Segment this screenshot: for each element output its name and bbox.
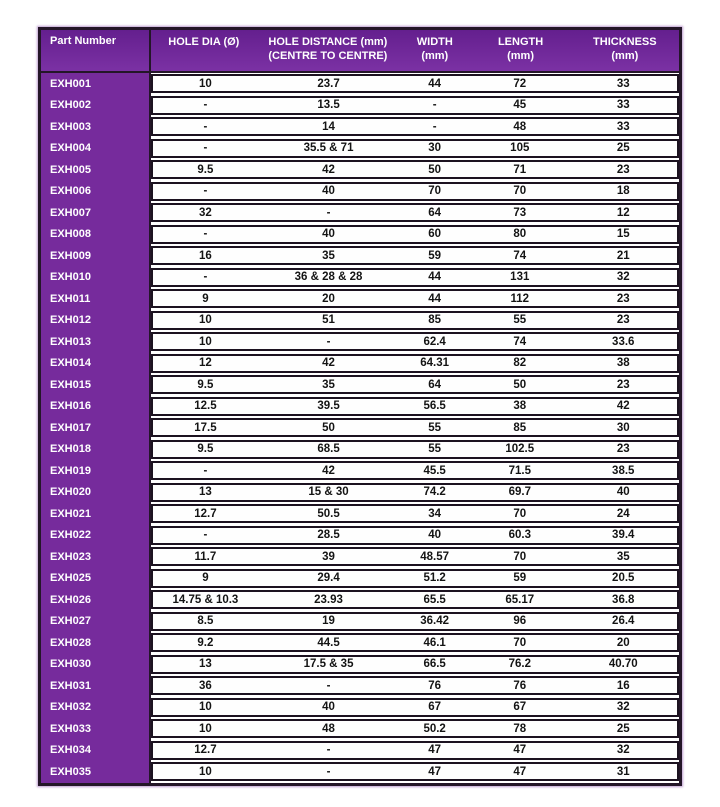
column-header-line2: (mm) — [611, 50, 639, 62]
part-number-cell: EXH014 — [41, 353, 151, 375]
value-cell-length: 72 — [513, 77, 527, 90]
row-values-bar — [151, 289, 679, 308]
value-cell-width: 45.5 — [423, 464, 446, 477]
part-number-cell: EXH005 — [41, 159, 151, 181]
part-number-cell: EXH008 — [41, 224, 151, 246]
part-number-cell: EXH001 — [41, 73, 151, 95]
value-cell-hole-distance: 13.5 — [317, 99, 340, 111]
value-cell-length: 48 — [513, 120, 527, 133]
part-number-cell: EXH010 — [41, 267, 151, 289]
value-cell-hole-distance: - — [326, 679, 331, 692]
row-values-bar — [151, 375, 679, 394]
value-cell-width: - — [432, 99, 437, 111]
value-cell-thickness: 23 — [616, 292, 630, 305]
row-values-bar — [151, 74, 679, 93]
value-cell-thickness: 23 — [616, 163, 630, 176]
value-cell-hole-distance: 40 — [322, 228, 335, 240]
table-row — [41, 761, 679, 783]
value-cell-hole-distance: 28.5 — [317, 529, 340, 541]
value-cell-hole-dia: 12 — [199, 357, 212, 369]
value-cell-hole-dia: 10 — [199, 722, 212, 735]
value-cell-hole-dia: 14.75 & 10.3 — [172, 593, 239, 606]
row-values-bar — [151, 719, 679, 738]
table-row — [41, 116, 679, 138]
row-values-bar — [151, 483, 679, 502]
row-values-bar — [151, 741, 679, 760]
value-cell-hole-dia: - — [203, 228, 208, 240]
value-cell-hole-distance: - — [326, 765, 331, 778]
table-row — [41, 374, 679, 396]
value-cell-width: 44 — [428, 292, 442, 305]
value-cell-hole-dia: - — [203, 185, 208, 197]
value-cell-hole-distance: 44.5 — [317, 636, 340, 649]
value-cell-thickness: 38.5 — [612, 464, 635, 477]
part-number-cell: EXH018 — [41, 439, 151, 461]
value-cell-hole-dia: 9 — [202, 292, 209, 305]
part-number-cell: EXH033 — [41, 718, 151, 740]
part-number-cell: EXH015 — [41, 374, 151, 396]
value-cell-thickness: 20 — [616, 636, 630, 649]
value-cell-width: 55 — [428, 421, 442, 434]
value-cell-hole-distance: 35 — [322, 249, 335, 262]
value-cell-width: 76 — [428, 679, 442, 692]
value-cell-hole-dia: 9 — [202, 572, 209, 584]
value-cell-width: 46.1 — [423, 636, 446, 649]
value-cell-hole-distance: 40 — [322, 701, 335, 713]
column-header-width — [399, 30, 470, 71]
value-cell-thickness: 33 — [616, 99, 630, 111]
value-cell-hole-dia: 10 — [199, 701, 212, 713]
row-values-bar — [151, 612, 679, 631]
value-cell-width: 44 — [428, 271, 442, 283]
value-cell-hole-dia: 10 — [199, 335, 212, 348]
row-values-bar — [151, 526, 679, 545]
value-cell-length: 45 — [513, 99, 527, 111]
value-cell-width: 30 — [428, 142, 442, 154]
row-values-bar — [151, 461, 679, 480]
value-cell-length: 47 — [513, 765, 527, 778]
value-cell-hole-distance: 29.4 — [317, 572, 340, 584]
value-cell-hole-dia: 12.7 — [194, 744, 217, 756]
value-cell-hole-distance: 23.7 — [317, 77, 340, 90]
value-cell-hole-dia: 10 — [199, 314, 212, 326]
row-values-bar — [151, 225, 679, 244]
value-cell-length: 38 — [513, 400, 527, 412]
column-header-part-number: Part Number — [41, 30, 151, 71]
value-cell-length: 112 — [510, 292, 530, 305]
value-cell-thickness: 15 — [616, 228, 630, 240]
table-row — [41, 503, 679, 525]
row-values-bar — [151, 268, 679, 287]
value-cell-thickness: 21 — [616, 249, 630, 262]
part-number-cell: EXH027 — [41, 611, 151, 633]
table-row — [41, 138, 679, 160]
part-number-cell: EXH009 — [41, 245, 151, 267]
value-cell-hole-dia: 9.5 — [197, 163, 214, 176]
value-cell-hole-distance: 50.5 — [317, 507, 340, 520]
value-cell-thickness: 39.4 — [612, 529, 635, 541]
part-number-cell: EXH020 — [41, 482, 151, 504]
value-cell-thickness: 12 — [616, 206, 630, 219]
value-cell-hole-dia: 11.7 — [194, 550, 217, 563]
part-number-cell: EXH002 — [41, 95, 151, 117]
value-cell-hole-distance: 23.93 — [314, 593, 343, 606]
row-values-bar — [151, 397, 679, 416]
value-cell-width: 50 — [428, 163, 442, 176]
value-cell-width: 59 — [428, 249, 442, 262]
value-cell-thickness: 40.70 — [608, 658, 638, 670]
value-cell-thickness: 20.5 — [612, 572, 635, 584]
value-cell-thickness: 33 — [616, 77, 630, 90]
value-cell-hole-distance: 19 — [322, 615, 335, 627]
table-row — [41, 396, 679, 418]
value-cell-thickness: 23 — [616, 378, 630, 391]
value-cell-width: 55 — [428, 443, 442, 455]
part-number-cell: EXH031 — [41, 675, 151, 697]
value-cell-hole-distance: - — [326, 335, 331, 348]
value-cell-hole-dia: 17.5 — [194, 421, 217, 434]
value-cell-thickness: 25 — [616, 142, 630, 154]
row-values-bar — [151, 547, 679, 566]
part-number-cell: EXH016 — [41, 396, 151, 418]
value-cell-hole-distance: 50 — [322, 421, 335, 434]
value-cell-hole-dia: 36 — [199, 679, 212, 692]
part-number-cell: EXH006 — [41, 181, 151, 203]
value-cell-hole-dia: 10 — [199, 765, 212, 778]
value-cell-hole-dia: - — [203, 120, 208, 133]
column-header-thickness — [571, 30, 679, 71]
value-cell-thickness: 23 — [616, 443, 630, 455]
value-cell-length: 71 — [513, 163, 527, 176]
header-data-columns — [151, 30, 679, 71]
value-cell-hole-distance: 17.5 & 35 — [303, 658, 354, 670]
part-number-cell: EXH022 — [41, 525, 151, 547]
value-cell-width: 50.2 — [423, 722, 446, 735]
value-cell-length: 76 — [513, 679, 527, 692]
value-cell-hole-dia: - — [203, 99, 208, 111]
row-values-bar — [151, 160, 679, 179]
value-cell-thickness: 26.4 — [612, 615, 635, 627]
part-number-cell: EXH028 — [41, 632, 151, 654]
row-values-bar — [151, 96, 679, 115]
table-row — [41, 568, 679, 590]
table-row — [41, 632, 679, 654]
value-cell-thickness: 18 — [616, 185, 630, 197]
value-cell-hole-dia: - — [203, 464, 208, 477]
value-cell-hole-dia: 13 — [199, 658, 212, 670]
part-number-cell: EXH035 — [41, 761, 151, 783]
table-row — [41, 267, 679, 289]
value-cell-hole-dia: - — [203, 529, 208, 541]
value-cell-thickness: 25 — [616, 722, 630, 735]
value-cell-length: 70 — [513, 550, 527, 563]
value-cell-length: 102.5 — [505, 443, 535, 455]
row-values-bar — [151, 440, 679, 459]
value-cell-length: 70 — [513, 507, 527, 520]
table-row — [41, 482, 679, 504]
row-values-bar — [151, 203, 679, 222]
value-cell-hole-distance: 39.5 — [317, 400, 340, 412]
value-cell-length: 105 — [510, 142, 530, 154]
value-cell-thickness: 35 — [616, 550, 630, 563]
value-cell-hole-distance: 20 — [322, 292, 335, 305]
column-header-line2: (mm) — [507, 50, 534, 62]
value-cell-hole-dia: 12.5 — [194, 400, 217, 412]
part-number-cell: EXH021 — [41, 503, 151, 525]
value-cell-length: 71.5 — [508, 464, 531, 477]
value-cell-length: 74 — [513, 249, 527, 262]
value-cell-hole-distance: - — [326, 206, 331, 219]
value-cell-hole-distance: 40 — [322, 185, 335, 197]
column-header-line2: (CENTRE TO CENTRE) — [268, 50, 388, 62]
value-cell-length: 60.3 — [508, 529, 531, 541]
row-values-bar — [151, 418, 679, 437]
row-values-bar — [151, 655, 679, 674]
value-cell-thickness: 33 — [616, 120, 630, 133]
part-number-cell: EXH007 — [41, 202, 151, 224]
table-header-row — [41, 30, 679, 73]
row-values-bar — [151, 139, 679, 158]
value-cell-thickness: 31 — [616, 765, 630, 778]
value-cell-width: 64 — [428, 378, 442, 391]
table-row — [41, 245, 679, 267]
row-values-bar — [151, 354, 679, 373]
value-cell-length: 67 — [513, 701, 527, 713]
value-cell-length: 69.7 — [508, 486, 531, 498]
parts-spec-table — [38, 27, 682, 786]
value-cell-width: - — [432, 120, 437, 133]
value-cell-width: 65.5 — [423, 593, 446, 606]
value-cell-hole-distance: 15 & 30 — [308, 486, 349, 498]
column-header-line1: HOLE DIA (Ø) — [168, 36, 240, 48]
table-row — [41, 159, 679, 181]
part-number-cell: EXH025 — [41, 568, 151, 590]
table-row — [41, 654, 679, 676]
value-cell-hole-dia: 8.5 — [197, 615, 214, 627]
value-cell-length: 73 — [513, 206, 527, 219]
part-number-cell: EXH019 — [41, 460, 151, 482]
column-header-line2: (mm) — [421, 50, 449, 62]
value-cell-hole-dia: - — [203, 271, 208, 283]
row-values-bar — [151, 311, 679, 330]
value-cell-hole-dia: 32 — [199, 206, 212, 219]
row-values-bar — [151, 332, 679, 351]
value-cell-width: 40 — [428, 529, 442, 541]
value-cell-length: 50 — [513, 378, 527, 391]
value-cell-length: 80 — [513, 228, 527, 240]
value-cell-length: 78 — [513, 722, 527, 735]
row-values-bar — [151, 633, 679, 652]
value-cell-width: 47 — [428, 744, 442, 756]
table-row — [41, 740, 679, 762]
row-values-bar — [151, 676, 679, 695]
row-values-bar — [151, 698, 679, 717]
value-cell-hole-distance: 42 — [322, 357, 335, 369]
value-cell-length: 47 — [513, 744, 527, 756]
value-cell-thickness: 40 — [616, 486, 630, 498]
value-cell-width: 62.4 — [423, 335, 446, 348]
table-row — [41, 611, 679, 633]
value-cell-hole-distance: 35 — [322, 378, 335, 391]
value-cell-hole-dia: 12.7 — [194, 507, 217, 520]
part-number-cell: EXH034 — [41, 740, 151, 762]
value-cell-length: 82 — [513, 357, 527, 369]
value-cell-hole-dia: 13 — [199, 486, 212, 498]
column-header-length — [470, 30, 570, 71]
value-cell-hole-distance: 36 & 28 & 28 — [294, 271, 363, 283]
table-row — [41, 439, 679, 461]
table-row — [41, 675, 679, 697]
value-cell-width: 47 — [428, 765, 442, 778]
value-cell-hole-distance: 51 — [322, 314, 335, 326]
value-cell-thickness: 38 — [616, 357, 630, 369]
value-cell-width: 66.5 — [423, 658, 446, 670]
value-cell-thickness: 23 — [616, 314, 630, 326]
part-number-cell: EXH023 — [41, 546, 151, 568]
value-cell-hole-dia: 16 — [199, 249, 212, 262]
table-row — [41, 95, 679, 117]
row-values-bar — [151, 117, 679, 136]
value-cell-thickness: 36.8 — [612, 593, 635, 606]
value-cell-hole-dia: - — [203, 142, 208, 154]
value-cell-length: 85 — [513, 421, 527, 434]
table-row — [41, 718, 679, 740]
column-header-line1: THICKNESS — [593, 36, 657, 48]
value-cell-thickness: 32 — [616, 744, 630, 756]
value-cell-hole-distance: 14 — [322, 120, 335, 133]
value-cell-hole-distance: 39 — [322, 550, 335, 563]
part-number-cell: EXH011 — [41, 288, 151, 310]
table-row — [41, 353, 679, 375]
value-cell-hole-distance: 42 — [322, 464, 335, 477]
table-row — [41, 310, 679, 332]
value-cell-hole-distance: 35.5 & 71 — [303, 142, 354, 154]
table-row — [41, 525, 679, 547]
value-cell-hole-dia: 9.5 — [197, 378, 214, 391]
value-cell-width: 60 — [428, 228, 442, 240]
part-number-cell: EXH017 — [41, 417, 151, 439]
value-cell-thickness: 32 — [616, 701, 630, 713]
value-cell-width: 44 — [428, 77, 442, 90]
part-number-cell: EXH004 — [41, 138, 151, 160]
table-row — [41, 331, 679, 353]
table-row — [41, 202, 679, 224]
column-header-line1: WIDTH — [416, 36, 453, 48]
value-cell-length: 96 — [513, 615, 527, 627]
value-cell-thickness: 33.6 — [612, 335, 635, 348]
row-values-bar — [151, 246, 679, 265]
row-values-bar — [151, 504, 679, 523]
value-cell-width: 36.42 — [420, 615, 450, 627]
part-number-cell: EXH012 — [41, 310, 151, 332]
row-values-bar — [151, 182, 679, 201]
column-header-line1: LENGTH — [497, 36, 544, 48]
value-cell-width: 74.2 — [423, 486, 446, 498]
table-row — [41, 460, 679, 482]
table-row — [41, 224, 679, 246]
value-cell-width: 64.31 — [420, 357, 450, 369]
row-values-bar — [151, 569, 679, 588]
value-cell-width: 51.2 — [423, 572, 446, 584]
table-row — [41, 181, 679, 203]
value-cell-length: 70 — [513, 185, 527, 197]
table-row — [41, 73, 679, 95]
value-cell-thickness: 24 — [616, 507, 630, 520]
value-cell-length: 76.2 — [508, 658, 531, 670]
part-number-cell: EXH003 — [41, 116, 151, 138]
table-row — [41, 546, 679, 568]
value-cell-hole-dia: 9.5 — [197, 443, 214, 455]
value-cell-length: 55 — [513, 314, 527, 326]
value-cell-width: 67 — [428, 701, 442, 713]
value-cell-width: 85 — [428, 314, 442, 326]
column-header-line1: HOLE DISTANCE (mm) — [268, 36, 388, 48]
part-number-cell: EXH026 — [41, 589, 151, 611]
value-cell-hole-distance: 48 — [322, 722, 335, 735]
part-number-cell: EXH030 — [41, 654, 151, 676]
value-cell-length: 74 — [513, 335, 527, 348]
value-cell-hole-dia: 10 — [199, 77, 212, 90]
table-row — [41, 288, 679, 310]
part-number-cell: EXH032 — [41, 697, 151, 719]
value-cell-thickness: 16 — [616, 679, 630, 692]
table-body — [41, 73, 679, 783]
value-cell-width: 64 — [428, 206, 442, 219]
row-values-bar — [151, 590, 679, 609]
value-cell-hole-distance: - — [326, 744, 331, 756]
value-cell-thickness: 42 — [616, 400, 630, 412]
table-row — [41, 697, 679, 719]
value-cell-length: 131 — [510, 271, 530, 283]
value-cell-hole-distance: 68.5 — [317, 443, 340, 455]
table-row — [41, 589, 679, 611]
row-values-bar — [151, 762, 679, 781]
column-header-hole-distance — [257, 30, 400, 71]
value-cell-thickness: 30 — [616, 421, 630, 434]
value-cell-width: 70 — [428, 185, 442, 197]
value-cell-length: 65.17 — [505, 593, 535, 606]
value-cell-hole-dia: 9.2 — [197, 636, 214, 649]
table-row — [41, 417, 679, 439]
value-cell-thickness: 32 — [616, 271, 630, 283]
part-number-cell: EXH013 — [41, 331, 151, 353]
value-cell-width: 56.5 — [423, 400, 446, 412]
column-header-hole-dia — [151, 30, 257, 71]
value-cell-width: 48.57 — [420, 550, 450, 563]
value-cell-width: 34 — [428, 507, 442, 520]
value-cell-length: 70 — [513, 636, 527, 649]
value-cell-hole-distance: 42 — [322, 163, 335, 176]
value-cell-length: 59 — [513, 572, 527, 584]
